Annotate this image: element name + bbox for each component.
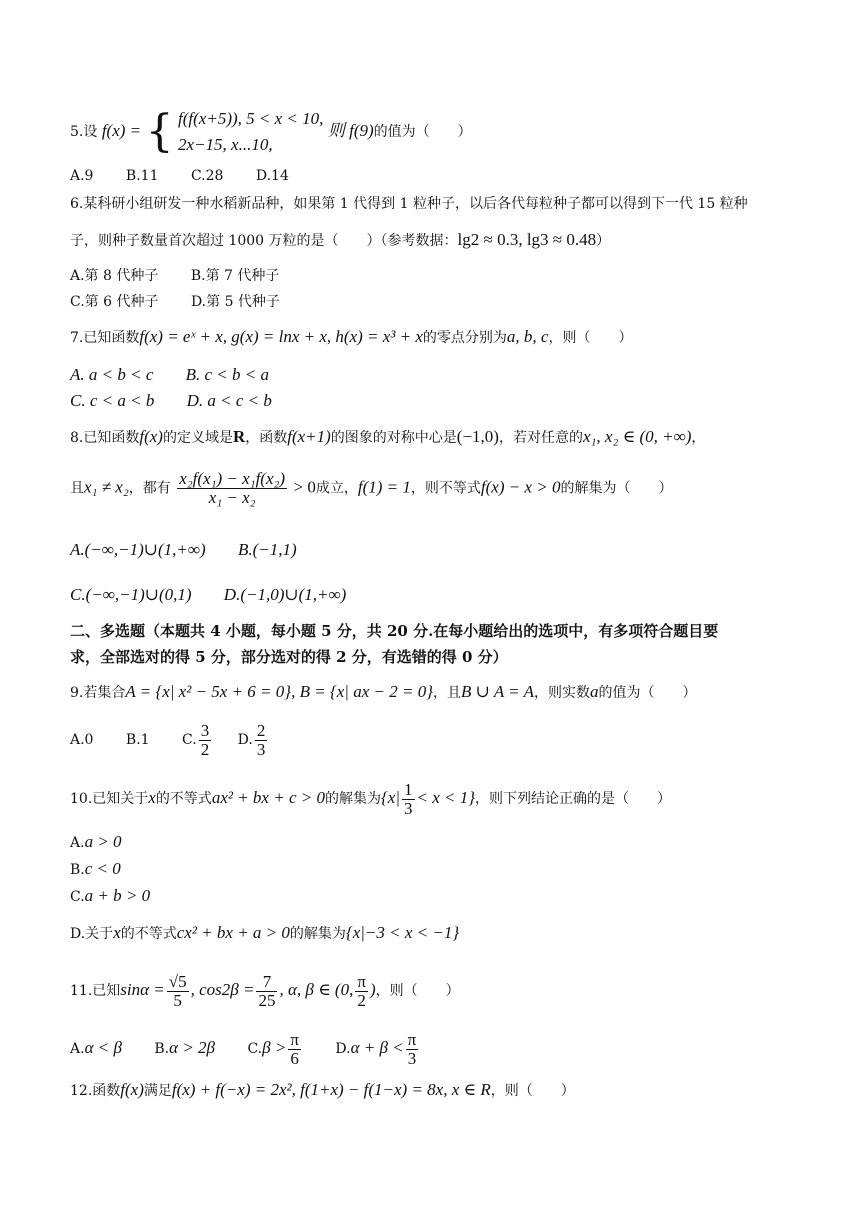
q7-option-a[interactable]: A. a < b < c xyxy=(70,365,154,384)
q10-d-c: 的解集为 xyxy=(289,926,346,942)
q5-option-b[interactable]: B.11 xyxy=(125,168,159,184)
q11-c-frac xyxy=(288,1031,301,1068)
q12-stem xyxy=(70,1080,575,1101)
q11-d-den: 3 xyxy=(407,1048,417,1068)
q10-set-open: {x| xyxy=(380,788,400,807)
q9-prefix: 9.若集合 xyxy=(70,685,126,701)
q8-gt0: > 0 xyxy=(293,477,316,497)
q9-c-den: 2 xyxy=(200,739,210,759)
q11-option-c[interactable] xyxy=(247,1028,302,1069)
q8-fraction xyxy=(177,470,287,507)
q9-d-num: 2 xyxy=(256,720,266,740)
q5-case2: 2x−15, x...10, xyxy=(178,135,273,154)
q9-mid: ，且 xyxy=(433,685,461,701)
q11-cos-frac xyxy=(256,973,277,1010)
q9-d-den: 3 xyxy=(256,739,266,759)
q11-sin: sinα = xyxy=(120,980,165,999)
q5-f9: 则 f(9) xyxy=(327,121,374,140)
q8-center: (−1,0) xyxy=(456,427,499,446)
q11-prefix: 11.已知 xyxy=(70,983,121,999)
q7-mid: 的零点分别为 xyxy=(422,330,507,346)
q10-d-x: x xyxy=(113,923,121,942)
q10-suffix: ，则下列结论正确的是（ ） xyxy=(475,791,672,807)
q10-d-a: D.关于 xyxy=(70,926,114,942)
q9-union: B ∪ A = A xyxy=(461,682,534,701)
q11-c-math: β > xyxy=(262,1038,287,1057)
q8-l2a: 且 xyxy=(70,480,84,497)
q6-option-b[interactable]: B.第 7 代种子 xyxy=(190,268,280,284)
q8-l2d: ，则不等式 xyxy=(410,480,481,497)
q8-l1b: 的定义域是 xyxy=(162,430,233,446)
q10-option-b[interactable] xyxy=(70,859,121,880)
q6-option-a[interactable]: A.第 8 代种子 xyxy=(70,268,159,284)
q6-line1: 6.某科研小组研发一种水稻新品种，如果第 1 代得到 1 粒种子，以后各代每粒种子都可以得到下一代 15 粒种 xyxy=(70,196,748,212)
q7-options-row2 xyxy=(70,391,300,411)
section2-heading-line2: 求，全部选对的得 5 分，部分选对的得 2 分，有选错的得 0 分） xyxy=(70,648,508,666)
q8-neq: x₁ ≠ x₂ xyxy=(84,477,129,497)
q7-abc: a, b, c xyxy=(506,327,549,346)
q11-a-math: α < β xyxy=(84,1038,122,1057)
q11-sin-frac xyxy=(167,973,189,1010)
q10-set-rest: < x < 1} xyxy=(416,788,476,807)
q9-sets: A = {x| x² − 5x + 6 = 0}, B = {x| ax − 2 = 0} xyxy=(125,682,433,701)
q8-l2c: 成立， xyxy=(315,480,358,497)
q11-d-label: D. xyxy=(335,1041,351,1057)
q6-option-d[interactable]: D.第 5 代种子 xyxy=(190,294,280,310)
q8-R: R xyxy=(232,427,246,446)
q11-d-num: π xyxy=(407,1029,417,1049)
q10-c-label: C. xyxy=(70,889,85,905)
q9-options xyxy=(70,720,297,760)
q7-prefix: 7.已知函数 xyxy=(70,330,140,346)
q10-d-ineq: cx² + bx + a > 0 xyxy=(176,923,290,942)
q5-option-d[interactable]: D.14 xyxy=(255,168,289,184)
q11-pi-frac xyxy=(355,973,368,1010)
q12-mid: 满足 xyxy=(143,1083,172,1099)
q8-l1a: 8.已知函数 xyxy=(70,430,140,446)
q9-suffix: 的值为（ ） xyxy=(598,685,697,701)
q10-mid: 的不等式 xyxy=(155,791,212,807)
q8-option-b[interactable]: B.(−1,1) xyxy=(237,540,297,559)
q7-expr: f(x) = eˣ + x, g(x) = lnx + x, h(x) = x³ + x xyxy=(139,327,423,346)
q11-c-den: 6 xyxy=(290,1048,299,1068)
q8-f1: f(1) = 1 xyxy=(357,477,411,497)
section2-heading-line1: 二、多选题（本题共 4 小题，每小题 5 分，共 20 分.在每小题给出的选项中，有多项符合题目要 xyxy=(70,622,719,640)
q11-pi-den: 2 xyxy=(357,990,366,1010)
q8-option-a[interactable]: A.(−∞,−1)∪(1,+∞) xyxy=(70,540,206,559)
q9-option-c-frac xyxy=(199,722,212,759)
q8-fx1: f(x+1) xyxy=(287,427,331,446)
q5-brace: { xyxy=(145,106,174,157)
q8-x1x2: x₁, x₂ ∈ (0, +∞) xyxy=(582,427,692,446)
q5-suffix: 的值为（ ） xyxy=(373,124,472,140)
q7-stem xyxy=(70,327,632,348)
q12-suffix: ，则（ ） xyxy=(490,1083,575,1099)
q8-line2 xyxy=(70,470,673,507)
q6-options-row1 xyxy=(70,266,307,286)
q6-ref: lg2 ≈ 0.3, lg3 ≈ 0.48 xyxy=(457,230,597,249)
q6-line2-end: ） xyxy=(596,233,611,249)
q11-pi-num: π xyxy=(357,971,366,991)
q11-d-frac xyxy=(406,1031,419,1068)
q8-options-row2 xyxy=(70,585,374,605)
q8-l1f: ， xyxy=(691,430,706,446)
q11-range: , α, β ∈ (0, xyxy=(279,980,354,999)
q9-option-c[interactable] xyxy=(182,720,213,760)
q10-frac-den: 3 xyxy=(404,798,413,818)
q10-option-d[interactable] xyxy=(70,923,459,944)
q9-option-d-frac xyxy=(255,722,268,759)
q10-frac-num: 1 xyxy=(404,779,413,799)
q11-b-label: B. xyxy=(154,1041,170,1057)
q12-cond: f(x) + f(−x) = 2x², f(1+x) − f(1−x) = 8x, x ∈ R xyxy=(171,1080,491,1099)
q11-sin-den: 5 xyxy=(173,990,182,1010)
q11-c-label: C. xyxy=(247,1041,263,1057)
q8-ineq: f(x) − x > 0 xyxy=(480,477,561,497)
q11-stem xyxy=(70,968,460,1013)
q10-c-math: a + b > 0 xyxy=(84,886,151,905)
q7-option-b[interactable]: B. c < b < a xyxy=(185,365,269,384)
q9-option-b[interactable]: B.1 xyxy=(125,732,150,748)
q8-l1e: ，若对任意的 xyxy=(498,430,583,446)
q9-a: a xyxy=(589,682,599,701)
q10-b-label: B. xyxy=(70,862,85,878)
q8-frac-num: x₂f(x₁) − x₁f(x₂) xyxy=(179,469,286,488)
q10-d-set: {x|−3 < x < −1} xyxy=(345,923,460,942)
q11-sin-num: √5 xyxy=(168,971,187,991)
q11-option-b[interactable] xyxy=(154,1028,215,1069)
q8-option-c[interactable]: C.(−∞,−1)∪(0,1) xyxy=(70,585,192,604)
q7-option-d[interactable]: D. a < c < b xyxy=(186,391,272,410)
q10-a-label: A. xyxy=(70,835,85,851)
q9-option-d-label: D. xyxy=(237,732,253,748)
q10-a-math: a > 0 xyxy=(84,832,122,851)
q6-options-row2 xyxy=(70,292,308,312)
q8-options-row1 xyxy=(70,540,325,560)
q8-option-d[interactable]: D.(−1,0)∪(1,+∞) xyxy=(223,585,347,604)
q9-mid2: ，则实数 xyxy=(533,685,590,701)
q6-option-c[interactable]: C.第 6 代种子 xyxy=(70,294,159,310)
q9-option-d[interactable] xyxy=(238,720,270,760)
q11-b-math: α > 2β xyxy=(169,1038,216,1057)
q12-prefix: 12.函数 xyxy=(70,1083,121,1099)
q6-line2-text: 子，则种子数量首次超过 1000 万粒的是（ ）（参考数据： xyxy=(70,233,458,249)
q11-cos-num: 7 xyxy=(256,973,277,992)
q10-x: x xyxy=(148,788,156,807)
q8-line1 xyxy=(70,427,705,448)
q9-option-a[interactable]: A.0 xyxy=(70,732,94,748)
q7-option-c[interactable]: C. c < a < b xyxy=(70,391,155,410)
q10-mid2: 的解集为 xyxy=(324,791,381,807)
q11-cos-den: 25 xyxy=(258,990,276,1010)
q10-frac xyxy=(402,781,415,818)
q10-prefix: 10.已知关于 xyxy=(70,791,149,807)
q7-options-row1 xyxy=(70,365,297,385)
q5-case1: f(f(x+5)), 5 < x < 10, xyxy=(178,109,324,128)
q8-l2e: 的解集为（ ） xyxy=(560,480,673,497)
q10-stem xyxy=(70,778,671,819)
q12-fx: f(x) xyxy=(120,1080,144,1099)
q11-suffix: ，则（ ） xyxy=(375,983,460,999)
q7-suffix: ，则（ ） xyxy=(548,330,633,346)
q5-option-a[interactable]: A.9 xyxy=(70,168,94,184)
q8-l2b: ，都有 xyxy=(128,480,171,497)
q11-option-a[interactable] xyxy=(70,1028,122,1069)
q8-l1d: 的图象的对称中心是 xyxy=(330,430,457,446)
q8-fx: f(x) xyxy=(139,427,163,446)
q10-d-b: 的不等式 xyxy=(120,926,177,942)
q10-option-a[interactable] xyxy=(70,832,122,853)
q11-a-label: A. xyxy=(70,1041,85,1057)
q10-ineq: ax² + bx + c > 0 xyxy=(211,788,325,807)
q5-fx: f(x) = xyxy=(101,121,142,140)
q5-prefix: 5.设 xyxy=(70,124,98,140)
q11-d-math: α + β < xyxy=(350,1038,404,1057)
q10-option-c[interactable] xyxy=(70,886,150,907)
q10-b-math: c < 0 xyxy=(84,859,121,878)
q5-piecewise xyxy=(146,106,324,158)
q6-line2 xyxy=(70,230,610,251)
q11-range-end: ) xyxy=(369,980,376,999)
q11-option-d[interactable] xyxy=(335,1028,420,1069)
q8-frac-den: x₁ − x₂ xyxy=(208,488,256,507)
q9-c-num: 3 xyxy=(200,720,210,740)
q11-cos: , cos2β = xyxy=(190,980,255,999)
q5-option-c[interactable]: C.28 xyxy=(190,168,224,184)
q11-options xyxy=(70,1028,448,1069)
q8-l1c: ，函数 xyxy=(245,430,288,446)
q5-options xyxy=(70,166,317,186)
q9-stem xyxy=(70,682,696,703)
q5-stem xyxy=(70,106,472,158)
q9-option-c-label: C. xyxy=(182,732,197,748)
q11-c-num: π xyxy=(290,1029,299,1049)
